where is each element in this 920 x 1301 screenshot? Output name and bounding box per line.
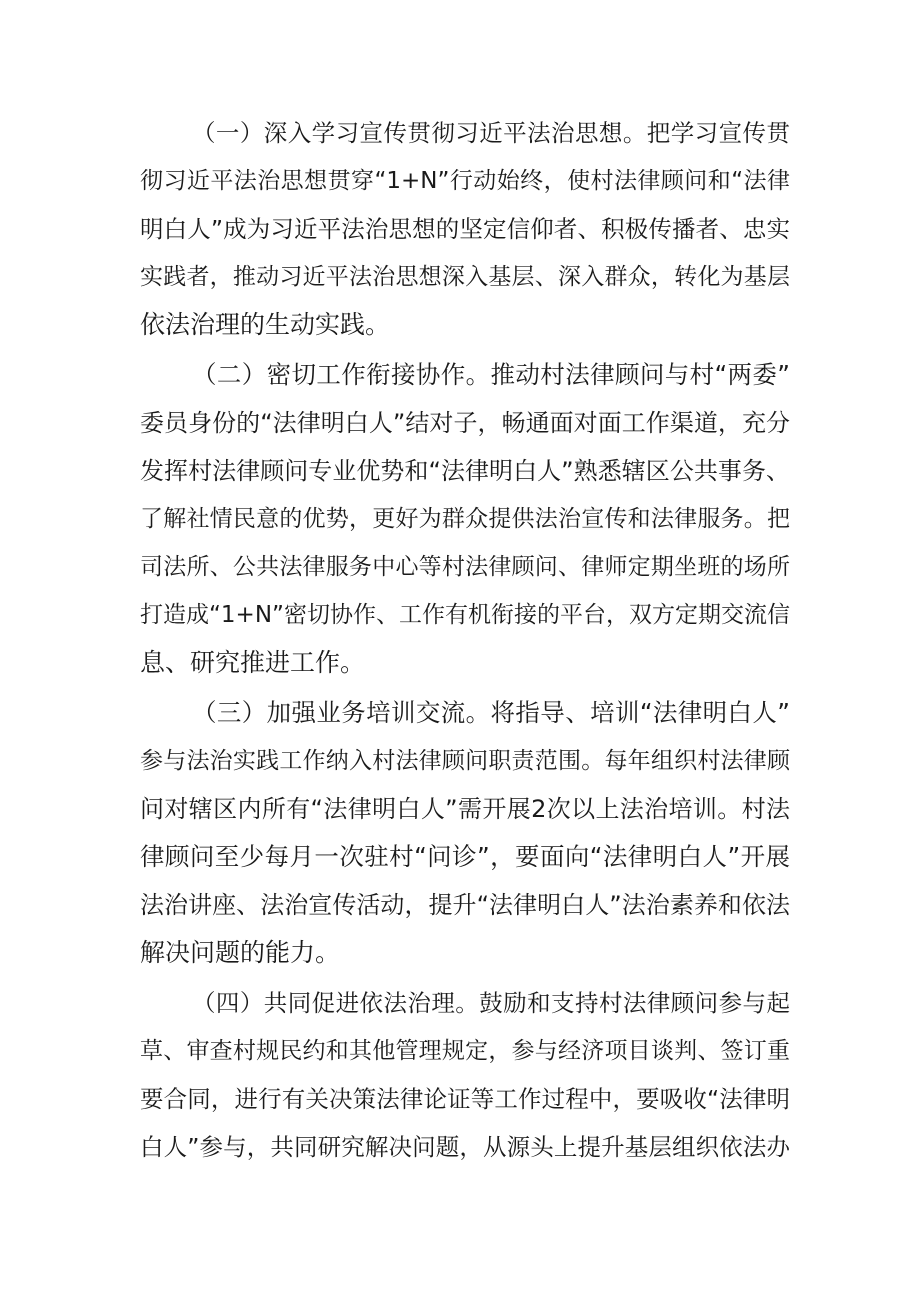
- paragraph-3-line-3: 问对辖区内所有“法律明白人”需开展2次以上法治培训。村法: [140, 795, 790, 823]
- paragraph-4-line-1: （四）共同促进依法治理。鼓励和支持村法律顾问参与起: [192, 989, 790, 1017]
- paragraph-1-line-3: 明白人”成为习近平法治思想的坚定信仰者、积极传播者、忠实: [140, 215, 790, 243]
- paragraph-2-line-3: 发挥村法律顾问专业优势和“法律明白人”熟悉辖区公共事务、: [140, 457, 790, 485]
- paragraph-1-line-2: 彻习近平法治思想贯穿“1+N”行动始终，使村法律顾问和“法律: [140, 168, 790, 194]
- paragraph-1-line-1: （一）深入学习宣传贯彻习近平法治思想。把学习宣传贯: [192, 119, 790, 147]
- paragraph-3-line-4: 律顾问至少每月一次驻村“问诊”，要面向“法律明白人”开展: [140, 842, 790, 871]
- paragraph-1-line-4: 实践者，推动习近平法治思想深入基层、深入群众，转化为基层: [140, 264, 790, 290]
- paragraph-4-line-2: 草、审查村规民约和其他管理规定，参与经济项目谈判、签订重: [140, 1038, 790, 1064]
- paragraph-2-line-5: 司法所、公共法律服务中心等村法律顾问、律师定期坐班的场所: [140, 554, 790, 580]
- paragraph-2-line-6: 打造成“1+N”密切协作、工作有机衔接的平台，双方定期交流信: [140, 602, 790, 628]
- paragraph-2-line-1: （二）密切工作衔接协作。推动村法律顾问与村“两委”: [192, 360, 790, 389]
- paragraph-3-line-1: （三）加强业务培训交流。将指导、培训“法律明白人”: [192, 698, 790, 727]
- paragraph-3-line-5: 法治讲座、法治宣传活动，提升“法律明白人”法治素养和依法: [140, 891, 790, 919]
- paragraph-4-line-4: 白人”参与，共同研究解决问题，从源头上提升基层组织依法办: [140, 1133, 790, 1161]
- paragraph-4-line-3: 要合同，进行有关决策法律论证等工作过程中，要吸收“法律明: [140, 1085, 790, 1113]
- paragraph-1-line-5: 依法治理的生动实践。: [140, 310, 391, 339]
- paragraph-3-line-6: 解决问题的能力。: [140, 938, 341, 967]
- paragraph-2-line-2: 委员身份的“法律明白人”结对子，畅通面对面工作渠道，充分: [140, 409, 790, 437]
- paragraph-2-line-7: 息、研究推进工作。: [140, 648, 366, 677]
- paragraph-2-line-4: 了解社情民意的优势，更好为群众提供法治宣传和法律服务。把: [140, 506, 790, 532]
- paragraph-3-line-2: 参与法治实践工作纳入村法律顾问职责范围。每年组织村法律顾: [140, 748, 790, 774]
